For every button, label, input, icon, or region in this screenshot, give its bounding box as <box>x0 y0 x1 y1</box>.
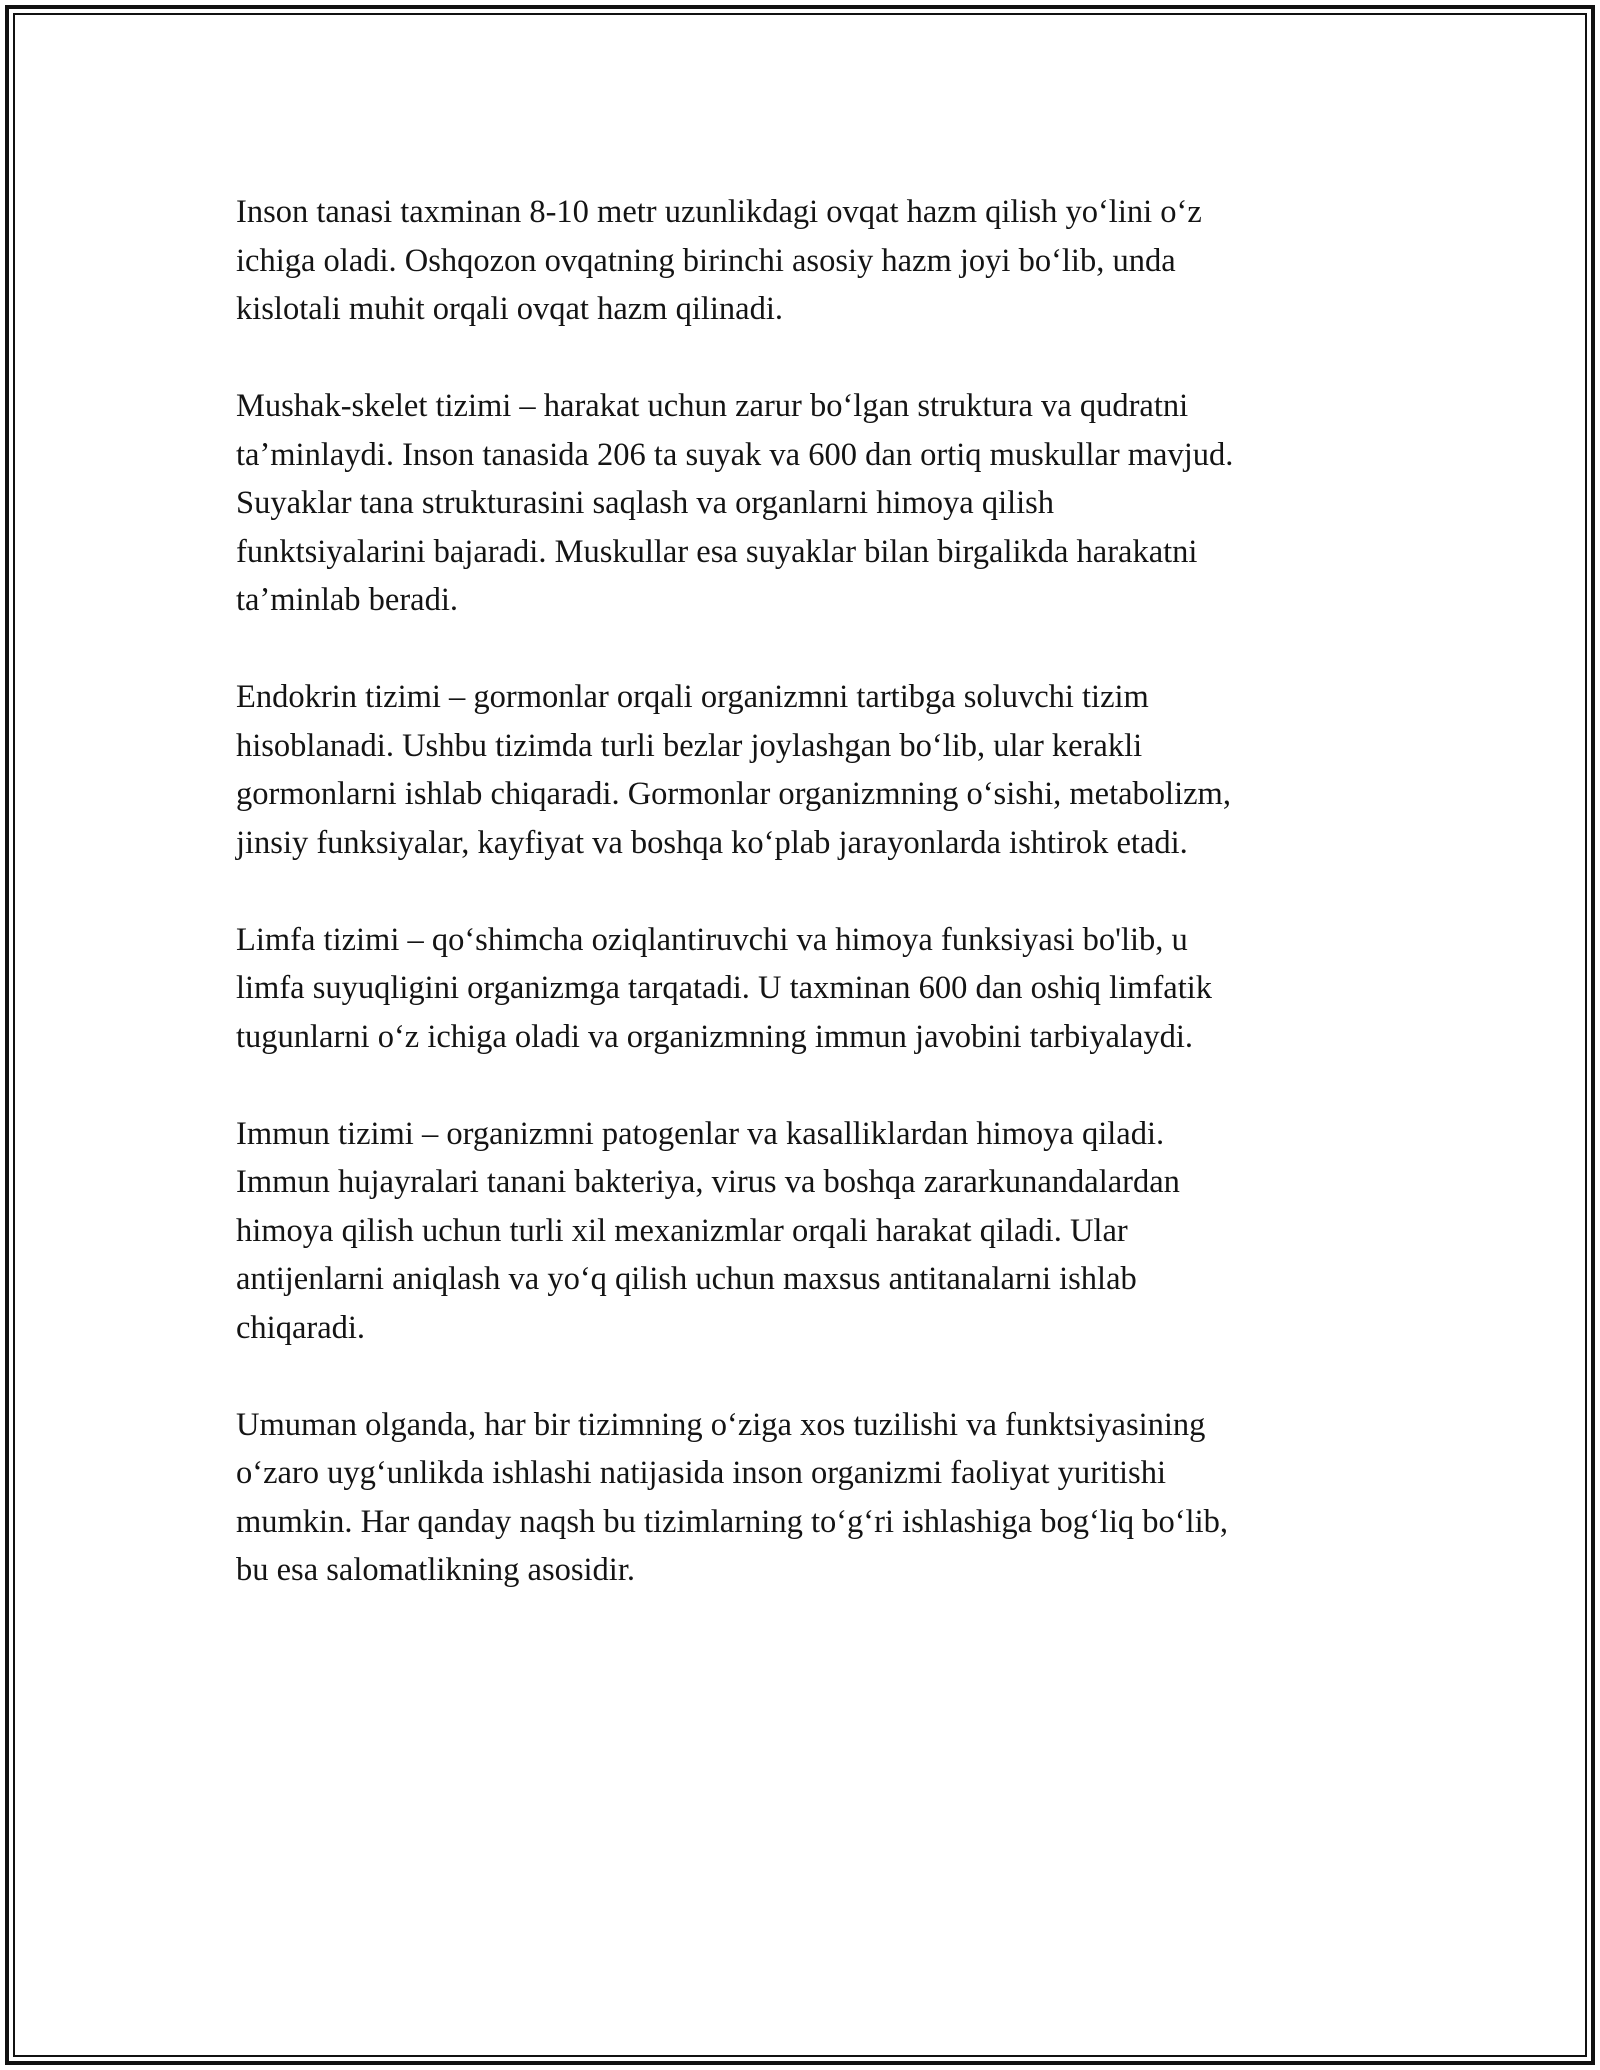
paragraph-musculoskeletal-system: Mushak-skelet tizimi – harakat uchun zarur boʻlgan struktura va qudratni taʼminlaydi. Inson tanasida 206 ta suyak va 600 dan ortiq muskullar mavjud. Suyaklar tana strukturasini saqlash va organlarni himoya qilish funktsiyalarini bajaradi. Muskullar esa suyaklar bilan birgalikda harakatni taʼminlab beradi. <box>236 388 1234 618</box>
paragraph-immune-system: Immun tizimi – organizmni patogenlar va kasalliklardan himoya qiladi. Immun hujayralari tanani bakteriya, virus va boshqa zararkunandalardan himoya qilish uchun turli xil mexanizmlar orqali harakat qiladi. Ular antijenlarni aniqlash va yoʻq qilish uchun maxsus antitanalarni ishlab chiqaradi. <box>236 1115 1180 1346</box>
paragraph-endocrine-system: Endokrin tizimi – gormonlar orqali organizmni tartibga soluvchi tizim hisoblanadi. Ushbu tizimda turli bezlar joylashgan boʻlib, ular kerakli gormonlarni ishlab chiqaradi. Gormonlar organizmning oʻsishi, metabolizm, jinsiy funksiyalar, kayfiyat va boshqa koʻplab jarayonlarda ishtirok etadi. <box>236 679 1231 861</box>
paragraph-digestive-system: Inson tanasi taxminan 8-10 metr uzunlikdagi ovqat hazm qilish yoʻlini oʻz ichiga oladi. Oshqozon ovqatning birinchi asosiy hazm joyi boʻlib, unda kislotali muhit orqali ovqat hazm qilinadi. <box>236 194 1202 327</box>
paragraph-lymphatic-system: Limfa tizimi – qoʻshimcha oziqlantiruvchi va himoya funksiyasi bo'lib, u limfa suyuqligini organizmga tarqatadi. U taxminan 600 dan oshiq limfatik tugunlarni oʻz ichiga oladi va organizmning immun javobini tarbiyalaydi. <box>236 921 1213 1055</box>
document-body <box>236 188 1386 1643</box>
paragraph-conclusion: Umuman olganda, har bir tizimning oʻziga xos tuzilishi va funktsiyasining oʻzaro uygʻunlikda ishlashi natijasida inson organizmi faoliyat yuritishi mumkin. Har qanday naqsh bu tizimlarning toʻgʻri ishlashiga bogʻliq boʻlib, bu esa salomatlikning asosidir. <box>236 1406 1228 1588</box>
